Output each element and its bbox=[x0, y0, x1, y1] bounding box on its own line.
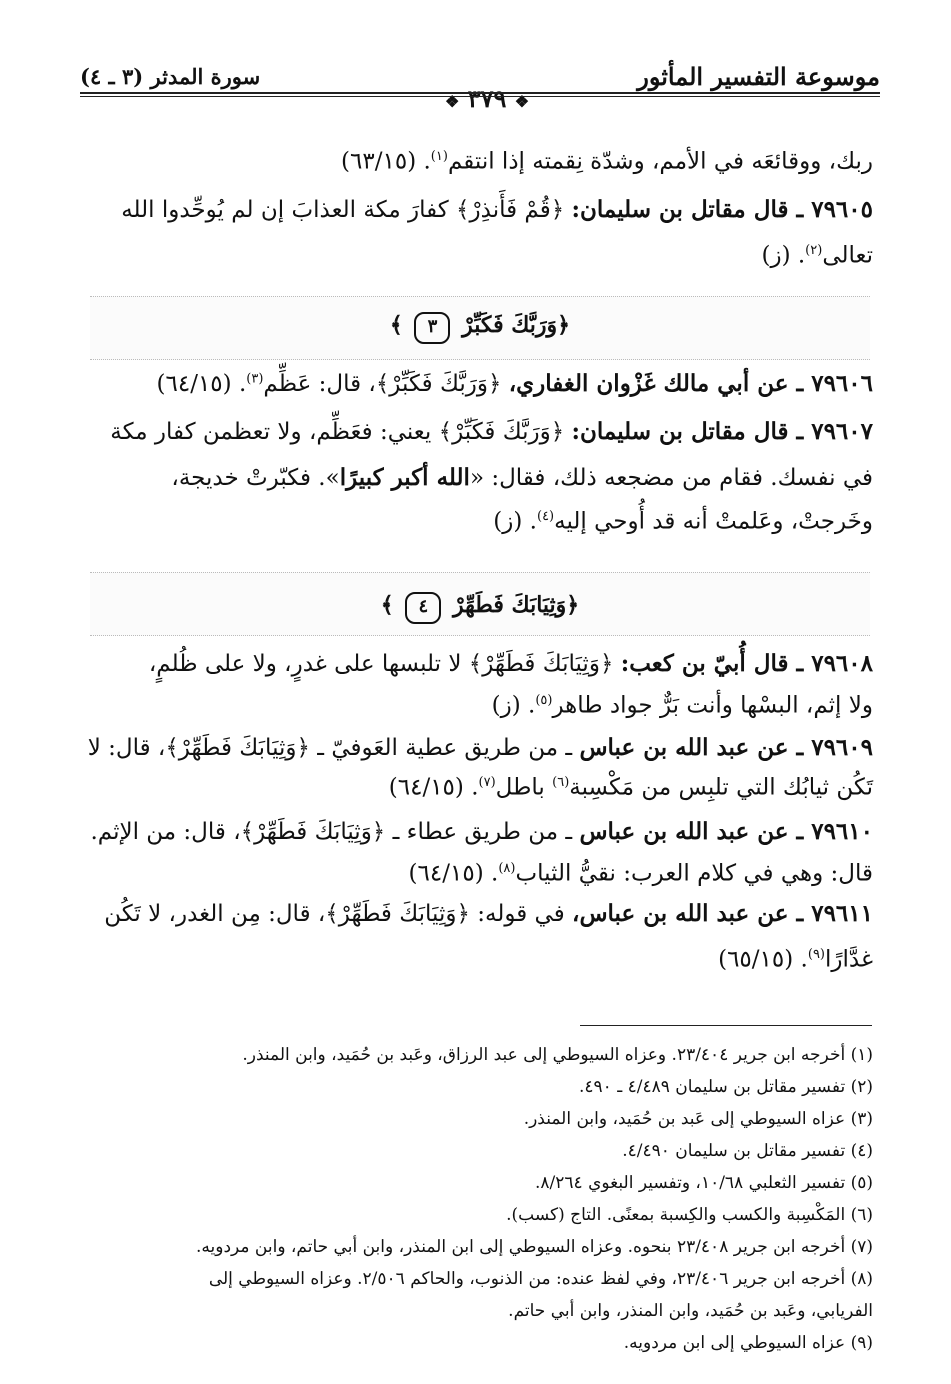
text-line: قال: وهي في كلام العرب: نقيُّ الثياب$^{(٨)}$. (٦٤/١٥) bbox=[408, 860, 873, 887]
verse-number-badge: ٤ bbox=[405, 592, 441, 624]
text-line: ٧٩٦٠٧ ـ قال مقاتل بن سليمان: ﴿وَرَبَّكَ فَكَبِّرْ﴾ يعني: فعَظِّم، ولا تعظمن كفار مكة bbox=[110, 418, 873, 445]
footnote: (٥) تفسير الثعلبي ١٠/٦٨، وتفسير البغوي ٨/٢٦٤. bbox=[535, 1173, 873, 1193]
footnote: (٧) أخرجه ابن جرير ٢٣/٤٠٨ بنحوه. وعزاه السيوطي إلى ابن المنذر، وابن أبي حاتم، وابن مردويه. bbox=[196, 1237, 873, 1257]
text-line: ولا إثم، البسْها وأنت بَرٌّ جواد طاهر$^{(٥)}$. (ز) bbox=[491, 692, 873, 719]
text-line: ٧٩٦١٠ ـ عن عبد الله بن عباس ـ من طريق عطاء ـ ﴿وَثِيَابَكَ فَطَهِّرْ﴾، قال: من الإثم. bbox=[90, 818, 873, 845]
text-line: في نفسك. فقام من مضجعه ذلك، فقال: «الله أكبر كبيرًا». فكبّرتْ خديجة، bbox=[171, 464, 873, 491]
footnote: (٦) المَكْسِبة والكسب والكِسبة بمعنًى. التاج (كسب). bbox=[506, 1205, 873, 1225]
verse-heading: ﴿وَرَبَّكَ فَكَبِّرْ ٣ ﴾ bbox=[80, 312, 880, 344]
footnote: (٩) عزاه السيوطي إلى ابن مردويه. bbox=[623, 1333, 873, 1353]
ornament-icon: ❖ bbox=[514, 92, 530, 111]
text-line: ٧٩٦٠٩ ـ عن عبد الله بن عباس ـ من طريق عطية العَوفيّ ـ ﴿وَثِيَابَكَ فَطَهِّرْ﴾، قال: لا bbox=[87, 734, 873, 761]
text-line: تعالى$^{(٢)}$. (ز) bbox=[761, 242, 873, 269]
footnote: (٣) عزاه السيوطي إلى عَبد بن حُمَيد، وابن المنذر. bbox=[523, 1109, 873, 1129]
ornament-icon: ❖ bbox=[445, 92, 460, 111]
text-line: ٧٩٦٠٦ ـ عن أبي مالك غَزْوان الغفاري، ﴿وَرَبَّكَ فَكَبِّرْ﴾، قال: عَظِّم$^{(٣)}$. (٦٤/١٥) bbox=[156, 370, 873, 397]
footnote: (٤) تفسير مقاتل بن سليمان ٤/٤٩٠. bbox=[622, 1141, 873, 1161]
text-line: وخَرجتْ، وعَلمتْ أنه قد أُوحي إليه$^{(٤)}$. (ز) bbox=[493, 508, 873, 535]
page-header bbox=[80, 62, 880, 113]
footnote: (٢) تفسير مقاتل بن سليمان ٤/٤٨٩ ـ ٤٩٠. bbox=[579, 1077, 873, 1097]
header-rule bbox=[80, 92, 880, 94]
book-title: موسوعة التفسير المأثور bbox=[637, 62, 880, 91]
footnote: الفريابي، وعَبد بن حُمَيد، وابن المنذر، وابن أبي حاتم. bbox=[508, 1301, 873, 1321]
verse-heading: ﴿وَثِيَابَكَ فَطَهِّرْ ٤ ﴾ bbox=[80, 592, 880, 624]
footnote: (١) أخرجه ابن جرير ٢٣/٤٠٤. وعزاه السيوطي إلى عبد الرزاق، وعَبد بن حُمَيد، وابن المنذر. bbox=[242, 1045, 873, 1065]
footnote: (٨) أخرجه ابن جرير ٢٣/٤٠٦، وفي لفظ عنده: من الذنوب، والحاكم ٢/٥٠٦. وعزاه السيوطي إلى bbox=[208, 1269, 873, 1289]
page-number: ٣٧٩ bbox=[467, 84, 507, 113]
footnote-rule bbox=[580, 1025, 872, 1026]
page-number-block bbox=[445, 84, 529, 113]
text-line: ٧٩٦١١ ـ عن عبد الله بن عباس، في قوله: ﴿وَثِيَابَكَ فَطَهِّرْ﴾، قال: مِن الغدر، لا تَكُن bbox=[104, 900, 873, 927]
text-line: غدَّارًا$^{(٩)}$. (٦٥/١٥) bbox=[718, 946, 873, 973]
text-line: تَكُن ثيابُك التي تلبِس من مَكْسِبة$^{(٦)}$ باطل$^{(٧)}$. (٦٤/١٥) bbox=[388, 774, 873, 801]
surah-title: سورة المدثر (٣ ـ ٤) bbox=[80, 64, 261, 89]
text-line: ٧٩٦٠٨ ـ قال أُبيّ بن كعب: ﴿وَثِيَابَكَ فَطَهِّرْ﴾ لا تلبسها على غدرٍ، ولا على ظُلمٍ، bbox=[148, 650, 873, 677]
text-line: ٧٩٦٠٥ ـ قال مقاتل بن سليمان: ﴿قُمْ فَأَنذِرْ﴾ كفارَ مكة العذابَ إن لم يُوحِّدوا الله bbox=[121, 196, 873, 223]
verse-number-badge: ٣ bbox=[414, 312, 450, 344]
text-line: ربك، ووقائعَه في الأمم، وشدّة نِقمته إذا انتقم$^{(١)}$. (٦٣/١٥) bbox=[341, 148, 873, 175]
header-rule bbox=[80, 96, 880, 97]
